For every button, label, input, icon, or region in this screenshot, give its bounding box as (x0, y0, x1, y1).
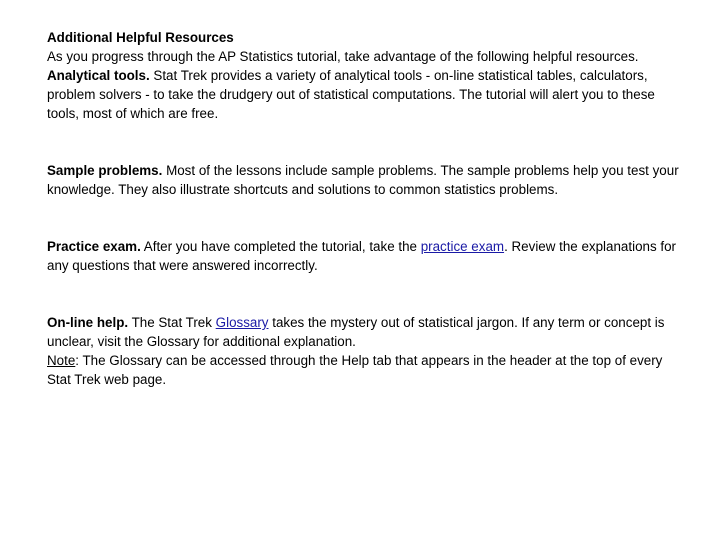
note-label: Note (47, 353, 76, 368)
analytical-tools-label: Analytical tools. (47, 68, 150, 83)
sample-problems-label: Sample problems. (47, 163, 163, 178)
sample-problems-paragraph (47, 161, 687, 199)
analytical-tools-paragraph (47, 66, 687, 123)
practice-exam-text-before: After you have completed the tutorial, take the (140, 239, 421, 254)
practice-exam-label: Practice exam. (47, 239, 141, 254)
online-help-text-after: takes the mystery out of statistical jargon. If any term or concept is unclear, visit the Glossary for additional explanation. (47, 315, 665, 349)
online-help-label: On-line help. (47, 315, 129, 330)
practice-exam-link[interactable]: practice exam (420, 239, 505, 254)
online-help-text-before: The Stat Trek (128, 315, 216, 330)
note-text: : The Glossary can be accessed through the Help tab that appears in the header at the top of every Stat Trek web page. (47, 353, 663, 387)
intro-paragraph: As you progress through the AP Statistics tutorial, take advantage of the following helpful resources. (47, 49, 639, 64)
spacer (47, 275, 687, 313)
note-paragraph (47, 351, 687, 389)
online-help-paragraph (47, 313, 687, 351)
spacer (47, 123, 687, 161)
spacer (47, 199, 687, 237)
glossary-link[interactable]: Glossary (215, 315, 269, 330)
resources-slide (47, 28, 687, 389)
practice-exam-text-after: . Review the explanations for any questions that were answered incorrectly. (47, 239, 677, 273)
practice-exam-paragraph (47, 237, 687, 275)
page-title: Additional Helpful Resources (47, 30, 234, 45)
analytical-tools-text: Stat Trek provides a variety of analytical tools - on-line statistical tables, calculators, problem solvers - to take the drudgery out of statistical computations. The tutorial will alert you to these tools, most of which are free. (47, 68, 655, 121)
sample-problems-text: Most of the lessons include sample problems. The sample problems help you test your knowledge. They also illustrate shortcuts and solutions to common statistics problems. (47, 163, 679, 197)
